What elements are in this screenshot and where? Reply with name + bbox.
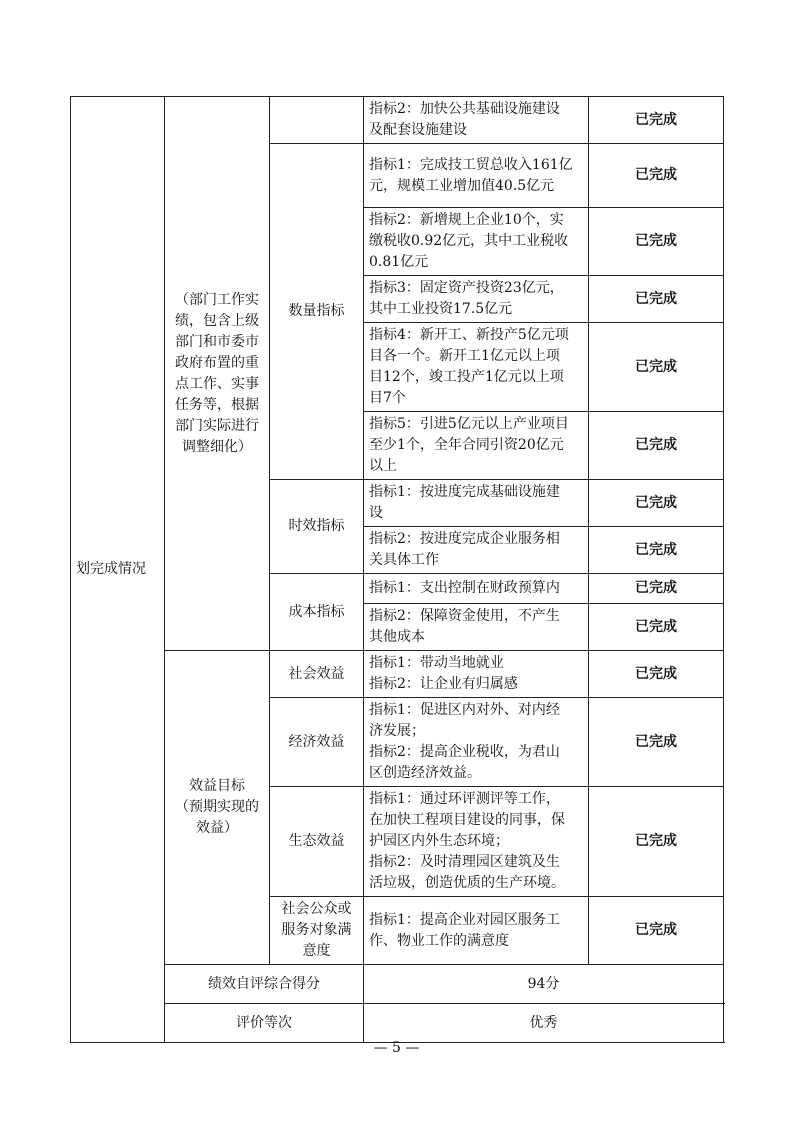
page-number: — 5 — bbox=[373, 1040, 420, 1056]
score-label: 绩效自评综合得分 bbox=[165, 965, 364, 1004]
status-cell: 已完成 bbox=[589, 698, 724, 787]
indicator-cell: 指标1：通过环评测评等工作， 在加快工程项目建设的同事，保 护园区内外生态环境； 指标2：及时清理园区建筑及生 活垃圾，创造优质的生产环境。 bbox=[364, 787, 589, 897]
status-cell: 已完成 bbox=[589, 144, 724, 208]
table-row bbox=[71, 651, 724, 698]
row-header-plan-completion: 划完成情况 bbox=[71, 97, 165, 1043]
status-cell: 已完成 bbox=[589, 604, 724, 651]
status-cell: 已完成 bbox=[589, 787, 724, 897]
table-row bbox=[71, 97, 724, 144]
indicator-cell: 指标1：促进区内对外、对内经 济发展； 指标2：提高企业税收，为君山 区创造经济效益。 bbox=[364, 698, 589, 787]
category-satisfaction: 社会公众或 服务对象满 意度 bbox=[270, 897, 364, 965]
table-row-score bbox=[71, 965, 724, 1004]
indicator-cell: 指标2：新增规上企业10个，实 缴税收0.92亿元，其中工业税收 0.81亿元 bbox=[364, 208, 589, 276]
indicator-cell: 指标1：完成技工贸总收入161亿 元，规模工业增加值40.5亿元 bbox=[364, 144, 589, 208]
status-cell: 已完成 bbox=[589, 651, 724, 698]
category-timeliness: 时效指标 bbox=[270, 480, 364, 574]
category-quantity: 数量指标 bbox=[270, 144, 364, 480]
status-cell: 已完成 bbox=[589, 97, 724, 144]
performance-table bbox=[70, 96, 724, 1043]
category-cell-empty bbox=[270, 97, 364, 144]
group-label-work-results: （部门工作实 绩，包含上级 部门和市委市 政府布置的重 点工作、实事 任务等，根据 部门实际进行 调整细化） bbox=[165, 97, 270, 651]
status-cell: 已完成 bbox=[589, 574, 724, 604]
category-ecological: 生态效益 bbox=[270, 787, 364, 897]
grade-label: 评价等次 bbox=[165, 1004, 364, 1043]
indicator-cell: 指标4：新开工、新投产5亿元项 目各一个。新开工1亿元以上项 目12个，竣工投产1亿元以上项 目7个 bbox=[364, 323, 589, 412]
score-value: 94分 bbox=[364, 965, 724, 1004]
status-cell: 已完成 bbox=[589, 276, 724, 323]
status-cell: 已完成 bbox=[589, 208, 724, 276]
category-cost: 成本指标 bbox=[270, 574, 364, 651]
table-row-grade bbox=[71, 1004, 724, 1043]
category-social: 社会效益 bbox=[270, 651, 364, 698]
indicator-cell: 指标1：带动当地就业 指标2：让企业有归属感 bbox=[364, 651, 589, 698]
indicator-cell: 指标3：固定资产投资23亿元， 其中工业投资17.5亿元 bbox=[364, 276, 589, 323]
grade-value: 优秀 bbox=[364, 1004, 724, 1043]
indicator-cell: 指标2：按进度完成企业服务相 关具体工作 bbox=[364, 527, 589, 574]
indicator-cell: 指标2：保障资金使用，不产生 其他成本 bbox=[364, 604, 589, 651]
indicator-cell: 指标1：提高企业对园区服务工 作、物业工作的满意度 bbox=[364, 897, 589, 965]
status-cell: 已完成 bbox=[589, 323, 724, 412]
indicator-cell: 指标5：引进5亿元以上产业项目 至少1个，全年合同引资20亿元 以上 bbox=[364, 412, 589, 480]
indicator-cell: 指标2：加快公共基础设施建设 及配套设施建设 bbox=[364, 97, 589, 144]
status-cell: 已完成 bbox=[589, 527, 724, 574]
category-economic: 经济效益 bbox=[270, 698, 364, 787]
status-cell: 已完成 bbox=[589, 480, 724, 527]
status-cell: 已完成 bbox=[589, 412, 724, 480]
group-label-benefit-goals: 效益目标 （预期实现的 效益） bbox=[165, 651, 270, 965]
indicator-cell: 指标1：按进度完成基础设施建 设 bbox=[364, 480, 589, 527]
status-cell: 已完成 bbox=[589, 897, 724, 965]
indicator-cell: 指标1：支出控制在财政预算内 bbox=[364, 574, 589, 604]
